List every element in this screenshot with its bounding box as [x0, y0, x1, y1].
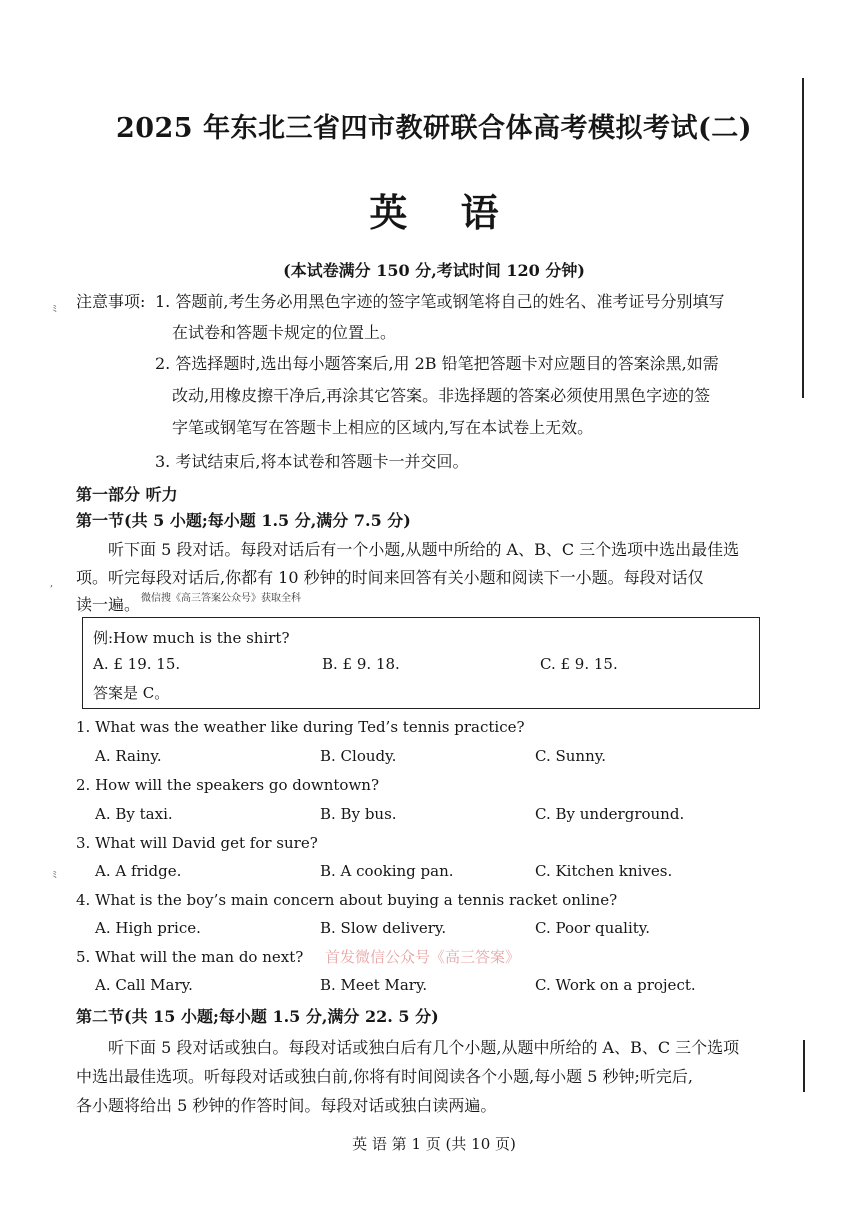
watermark-small: 微信搜《高三答案公众号》获取全科: [141, 593, 301, 604]
section-1-instruction-line-2: 项。听完每段对话后,你都有 10 秒钟的时间来回答有关小题和阅读下一小题。每段对话仅: [76, 568, 704, 587]
question-3-option-a: A. A fridge.: [95, 862, 182, 880]
question-1-option-a: A. Rainy.: [95, 747, 162, 765]
scan-mark: ﾐ: [52, 304, 57, 315]
question-4-option-b: B. Slow delivery.: [320, 919, 447, 937]
example-option-b: B. £ 9. 18.: [322, 655, 400, 673]
question-4-stem: 4. What is the boy’s main concern about buying a tennis racket online?: [76, 891, 618, 909]
question-1-stem: 1. What was the weather like during Ted’s tennis practice?: [76, 718, 525, 736]
notice-item-3: 3. 考试结束后,将本试卷和答题卡一并交回。: [155, 452, 469, 471]
question-2-stem: 2. How will the speakers go downtown?: [76, 776, 379, 794]
notice-label: 注意事项:: [76, 292, 146, 311]
section-1-instruction-line-3: 读一遍。: [76, 595, 141, 614]
subject-title: 英 语: [369, 190, 519, 235]
question-5-stem: 5. What will the man do next?: [76, 948, 304, 966]
question-3-stem: 3. What will David get for sure?: [76, 834, 318, 852]
scan-edge-line: [803, 1040, 805, 1092]
example-option-c: C. £ 9. 15.: [540, 655, 618, 673]
question-1-option-b: B. Cloudy.: [320, 747, 397, 765]
notice-item-2-line-1: 2. 答选择题时,选出每小题答案后,用 2B 铅笔把答题卡对应题目的答案涂黑,如需: [155, 354, 719, 373]
section-2-instruction-line-1: 听下面 5 段对话或独白。每段对话或独白后有几个小题,从题中所给的 A、B、C 三个选项: [108, 1038, 740, 1057]
question-3-option-b: B. A cooking pan.: [320, 862, 454, 880]
notice-item-2-line-2: 改动,用橡皮擦干净后,再涂其它答案。非选择题的答案必须使用黑色字迹的签: [172, 386, 711, 405]
part-1-title: 第一部分 听力: [76, 485, 178, 504]
section-2-instruction-line-2: 中选出最佳选项。听每段对话或独白前,你将有时间阅读各个小题,每小题 5 秒钟;听完后,: [76, 1067, 694, 1086]
section-2-instruction-line-3: 各小题将给出 5 秒钟的作答时间。每段对话或独白读两遍。: [76, 1096, 497, 1115]
question-4-option-a: A. High price.: [95, 919, 201, 937]
page-footer: 英 语 第 1 页 (共 10 页): [352, 1135, 516, 1153]
exam-info: (本试卷满分 150 分,考试时间 120 分钟): [283, 261, 585, 280]
question-4-option-c: C. Poor quality.: [535, 919, 651, 937]
section-2-title: 第二节(共 15 小题;每小题 1.5 分,满分 22. 5 分): [76, 1007, 439, 1026]
watermark: 首发微信公众号《高三答案》: [325, 948, 521, 966]
example-answer: 答案是 C。: [93, 684, 170, 702]
question-2-option-c: C. By underground.: [535, 805, 685, 823]
section-1-title: 第一节(共 5 小题;每小题 1.5 分,满分 7.5 分): [76, 511, 411, 530]
notice-item-2-line-3: 字笔或钢笔写在答题卡上相应的区域内,写在本试卷上无效。: [172, 418, 594, 437]
example-option-a: A. £ 19. 15.: [93, 655, 181, 673]
scan-mark: ,: [50, 578, 54, 589]
notice-item-1-line-1: 1. 答题前,考生务必用黑色字迹的签字笔或钢笔将自己的姓名、准考证号分别填写: [155, 292, 725, 311]
scan-mark: ﾐ: [52, 870, 57, 881]
question-5-option-b: B. Meet Mary.: [320, 976, 428, 994]
example-question: 例:How much is the shirt?: [93, 629, 290, 647]
question-5-option-a: A. Call Mary.: [95, 976, 193, 994]
question-1-option-c: C. Sunny.: [535, 747, 606, 765]
notice-item-1-line-2: 在试卷和答题卡规定的位置上。: [172, 323, 397, 342]
exam-title: 2025 年东北三省四市教研联合体高考模拟考试(二): [115, 113, 753, 144]
question-2-option-a: A. By taxi.: [95, 805, 173, 823]
section-1-instruction-line-1: 听下面 5 段对话。每段对话后有一个小题,从题中所给的 A、B、C 三个选项中选出最佳选: [108, 540, 740, 559]
question-3-option-c: C. Kitchen knives.: [535, 862, 673, 880]
question-2-option-b: B. By bus.: [320, 805, 397, 823]
question-5-option-c: C. Work on a project.: [535, 976, 696, 994]
